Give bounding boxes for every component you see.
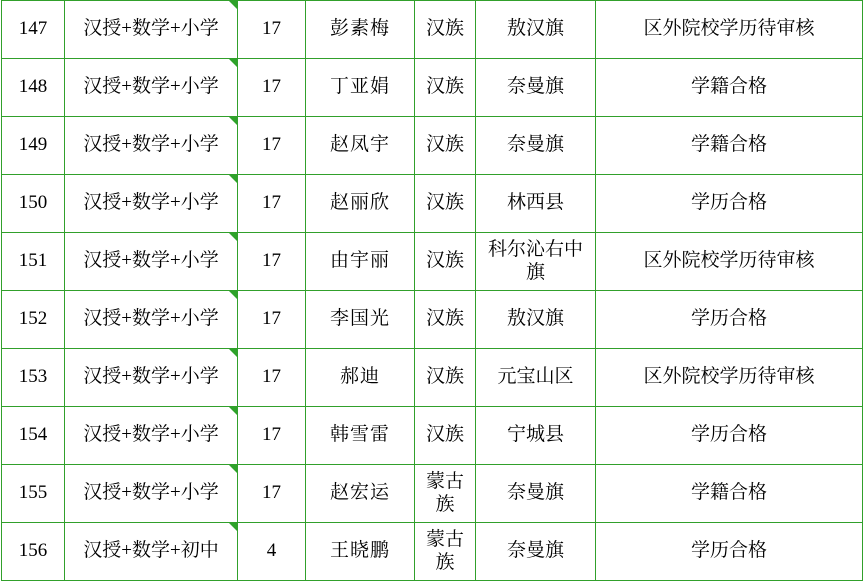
cell-count: 17: [238, 407, 306, 465]
cell-ethnicity: 汉族: [415, 175, 476, 233]
cell-count: 17: [238, 233, 306, 291]
cell-region: 敖汉旗: [476, 291, 596, 349]
cell-ethnicity: 汉族: [415, 407, 476, 465]
cell-applicant-name: 赵凤宇: [306, 117, 415, 175]
cell-review-status: 学籍合格: [596, 465, 863, 523]
cell-serial-number: 156: [2, 523, 65, 581]
cell-count: 17: [238, 349, 306, 407]
cell-review-status: 区外院校学历待审核: [596, 1, 863, 59]
cell-review-status: 学籍合格: [596, 59, 863, 117]
cell-region: 宁城县: [476, 407, 596, 465]
cell-region: 奈曼旗: [476, 59, 596, 117]
cell-ethnicity: 汉族: [415, 117, 476, 175]
cell-serial-number: 150: [2, 175, 65, 233]
table-row: [2, 407, 863, 465]
cell-ethnicity: 蒙古族: [415, 523, 476, 581]
cell-count: 17: [238, 1, 306, 59]
cell-count: 17: [238, 117, 306, 175]
cell-applicant-name: 王晓鹏: [306, 523, 415, 581]
table-row: [2, 523, 863, 581]
cell-serial-number: 153: [2, 349, 65, 407]
cell-review-status: 学历合格: [596, 407, 863, 465]
cell-applicant-name: 丁亚娟: [306, 59, 415, 117]
cell-subject: 汉授+数学+小学: [65, 349, 238, 407]
cell-count: 17: [238, 465, 306, 523]
cell-applicant-name: 赵丽欣: [306, 175, 415, 233]
cell-ethnicity: 汉族: [415, 233, 476, 291]
table-row: [2, 59, 863, 117]
applicant-table: [1, 0, 863, 581]
table-row: [2, 1, 863, 59]
cell-region: 奈曼旗: [476, 523, 596, 581]
cell-serial-number: 149: [2, 117, 65, 175]
cell-subject: 汉授+数学+初中: [65, 523, 238, 581]
cell-subject: 汉授+数学+小学: [65, 291, 238, 349]
cell-review-status: 区外院校学历待审核: [596, 349, 863, 407]
cell-ethnicity: 汉族: [415, 291, 476, 349]
cell-ethnicity: 汉族: [415, 59, 476, 117]
table-row: [2, 465, 863, 523]
cell-count: 4: [238, 523, 306, 581]
table-row: [2, 349, 863, 407]
cell-review-status: 学历合格: [596, 175, 863, 233]
cell-count: 17: [238, 291, 306, 349]
cell-serial-number: 147: [2, 1, 65, 59]
cell-serial-number: 148: [2, 59, 65, 117]
cell-applicant-name: 赵宏运: [306, 465, 415, 523]
cell-count: 17: [238, 59, 306, 117]
cell-review-status: 学历合格: [596, 523, 863, 581]
cell-region: 敖汉旗: [476, 1, 596, 59]
table-row: [2, 291, 863, 349]
cell-subject: 汉授+数学+小学: [65, 117, 238, 175]
cell-subject: 汉授+数学+小学: [65, 407, 238, 465]
cell-serial-number: 155: [2, 465, 65, 523]
cell-region: 林西县: [476, 175, 596, 233]
cell-ethnicity: 汉族: [415, 1, 476, 59]
cell-count: 17: [238, 175, 306, 233]
cell-applicant-name: 韩雪雷: [306, 407, 415, 465]
cell-region: 科尔沁右中旗: [476, 233, 596, 291]
cell-serial-number: 151: [2, 233, 65, 291]
cell-review-status: 区外院校学历待审核: [596, 233, 863, 291]
cell-review-status: 学历合格: [596, 291, 863, 349]
table-row: [2, 117, 863, 175]
cell-applicant-name: 李国光: [306, 291, 415, 349]
cell-subject: 汉授+数学+小学: [65, 1, 238, 59]
cell-serial-number: 154: [2, 407, 65, 465]
table-body: [2, 1, 863, 581]
cell-ethnicity: 汉族: [415, 349, 476, 407]
table-row: [2, 233, 863, 291]
cell-subject: 汉授+数学+小学: [65, 59, 238, 117]
cell-region: 元宝山区: [476, 349, 596, 407]
cell-serial-number: 152: [2, 291, 65, 349]
cell-applicant-name: 由宇丽: [306, 233, 415, 291]
cell-review-status: 学籍合格: [596, 117, 863, 175]
cell-subject: 汉授+数学+小学: [65, 175, 238, 233]
cell-applicant-name: 彭素梅: [306, 1, 415, 59]
cell-ethnicity: 蒙古族: [415, 465, 476, 523]
cell-applicant-name: 郝迪: [306, 349, 415, 407]
cell-subject: 汉授+数学+小学: [65, 465, 238, 523]
cell-region: 奈曼旗: [476, 465, 596, 523]
cell-subject: 汉授+数学+小学: [65, 233, 238, 291]
cell-region: 奈曼旗: [476, 117, 596, 175]
table-row: [2, 175, 863, 233]
